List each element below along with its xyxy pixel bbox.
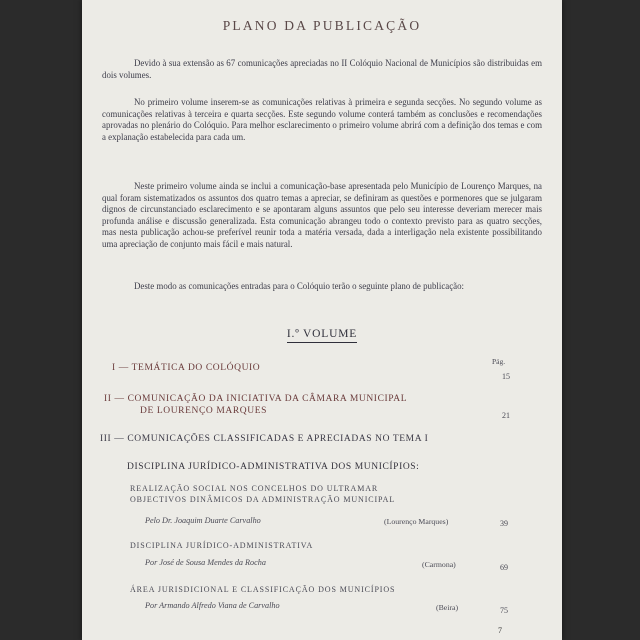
entry-2-author: Por José de Sousa Mendes da Rocha	[145, 558, 266, 567]
paragraph-4: Deste modo as comunicações entradas para o Colóquio terão o seguinte plano de publicação:	[134, 281, 464, 291]
entry-1-place: (Lourenço Marques)	[384, 517, 449, 526]
toc-item-2: II — COMUNICAÇÃO DA INICIATIVA DA CÂMARA MUNICIPAL DE LOURENÇO MARQUES	[104, 394, 408, 416]
entry-2-title: DISCIPLINA JURÍDICO-ADMINISTRATIVA	[130, 541, 314, 550]
toc-item-1: I — TEMÁTICA DO COLÓQUIO	[112, 363, 261, 373]
document-page	[82, 0, 562, 640]
entry-2-page: 69	[500, 563, 508, 572]
page-title: PLANO DA PUBLICAÇÃO	[222, 18, 422, 33]
discipline-heading: DISCIPLINA JURÍDICO-ADMINISTRATIVA DOS MUNICÍPIOS:	[127, 462, 420, 472]
entry-3-page: 75	[500, 606, 508, 615]
volume-heading: I.º VOLUME	[82, 328, 562, 340]
paragraph-3: Neste primeiro volume ainda se inclui a comunicação-base apresentada pelo Município de Lourenço Marques, na qual foram sistematizados os assuntos dos quatro temas a apreciar, se definiram as questões e pormenores que se julgaram dignos de circunstanciado esclarecimento e se apontaram alguns assuntos que pelo seu interesse deveriam merecer mais profunda análise e discussão generalizada. Esta comunicação abrangeu todo o contexto previsto para as quatro secções, mas nesta publicação achou-se preferível reunir toda a matéria versada, dada a interligação nela existente possibilitando uma apreciação de conjunto mais fácil e mais natural.	[102, 181, 542, 249]
entry-1-title: REALIZAÇÃO SOCIAL NOS CONCELHOS DO ULTRAMAR OBJECTIVOS DINÂMICOS DA ADMINISTRAÇÃO MUNICIPAL	[130, 484, 396, 504]
paragraph-1: Devido à sua extensão as 67 comunicações apreciadas no II Colóquio Nacional de Municípios são distribuidas em dois volumes.	[102, 58, 542, 80]
folio-number: 7	[498, 626, 502, 635]
entry-3-title: ÁREA JURISDICIONAL E CLASSIFICAÇÃO DOS MUNICÍPIOS	[130, 585, 396, 594]
page-column-header: Pág.	[492, 357, 506, 366]
entry-1-author: Pelo Dr. Joaquim Duarte Carvalho	[145, 516, 261, 525]
toc-item-1-page: 15	[502, 372, 510, 381]
toc-item-2-page: 21	[502, 411, 510, 420]
paragraph-2: No primeiro volume inserem-se as comunicações relativas à primeira e segunda secções. No segundo volume as comunicações relativas à terceira e quarta secções. Este segundo volume conterá também as conclusões e recomendações aprovadas no plenário do Colóquio. Para melhor esclarecimento o primeiro volume abrirá com a definição dos temas e com a explanação estabelecida para cada um.	[102, 97, 542, 142]
entry-2-place: (Carmona)	[422, 560, 456, 569]
entry-1-page: 39	[500, 519, 508, 528]
entry-3-place: (Beira)	[436, 603, 459, 612]
toc-item-3: III — COMUNICAÇÕES CLASSIFICADAS E APRECIADAS NO TEMA I	[100, 434, 429, 444]
entry-3-author: Por Armando Alfredo Viana de Carvalho	[145, 601, 280, 610]
